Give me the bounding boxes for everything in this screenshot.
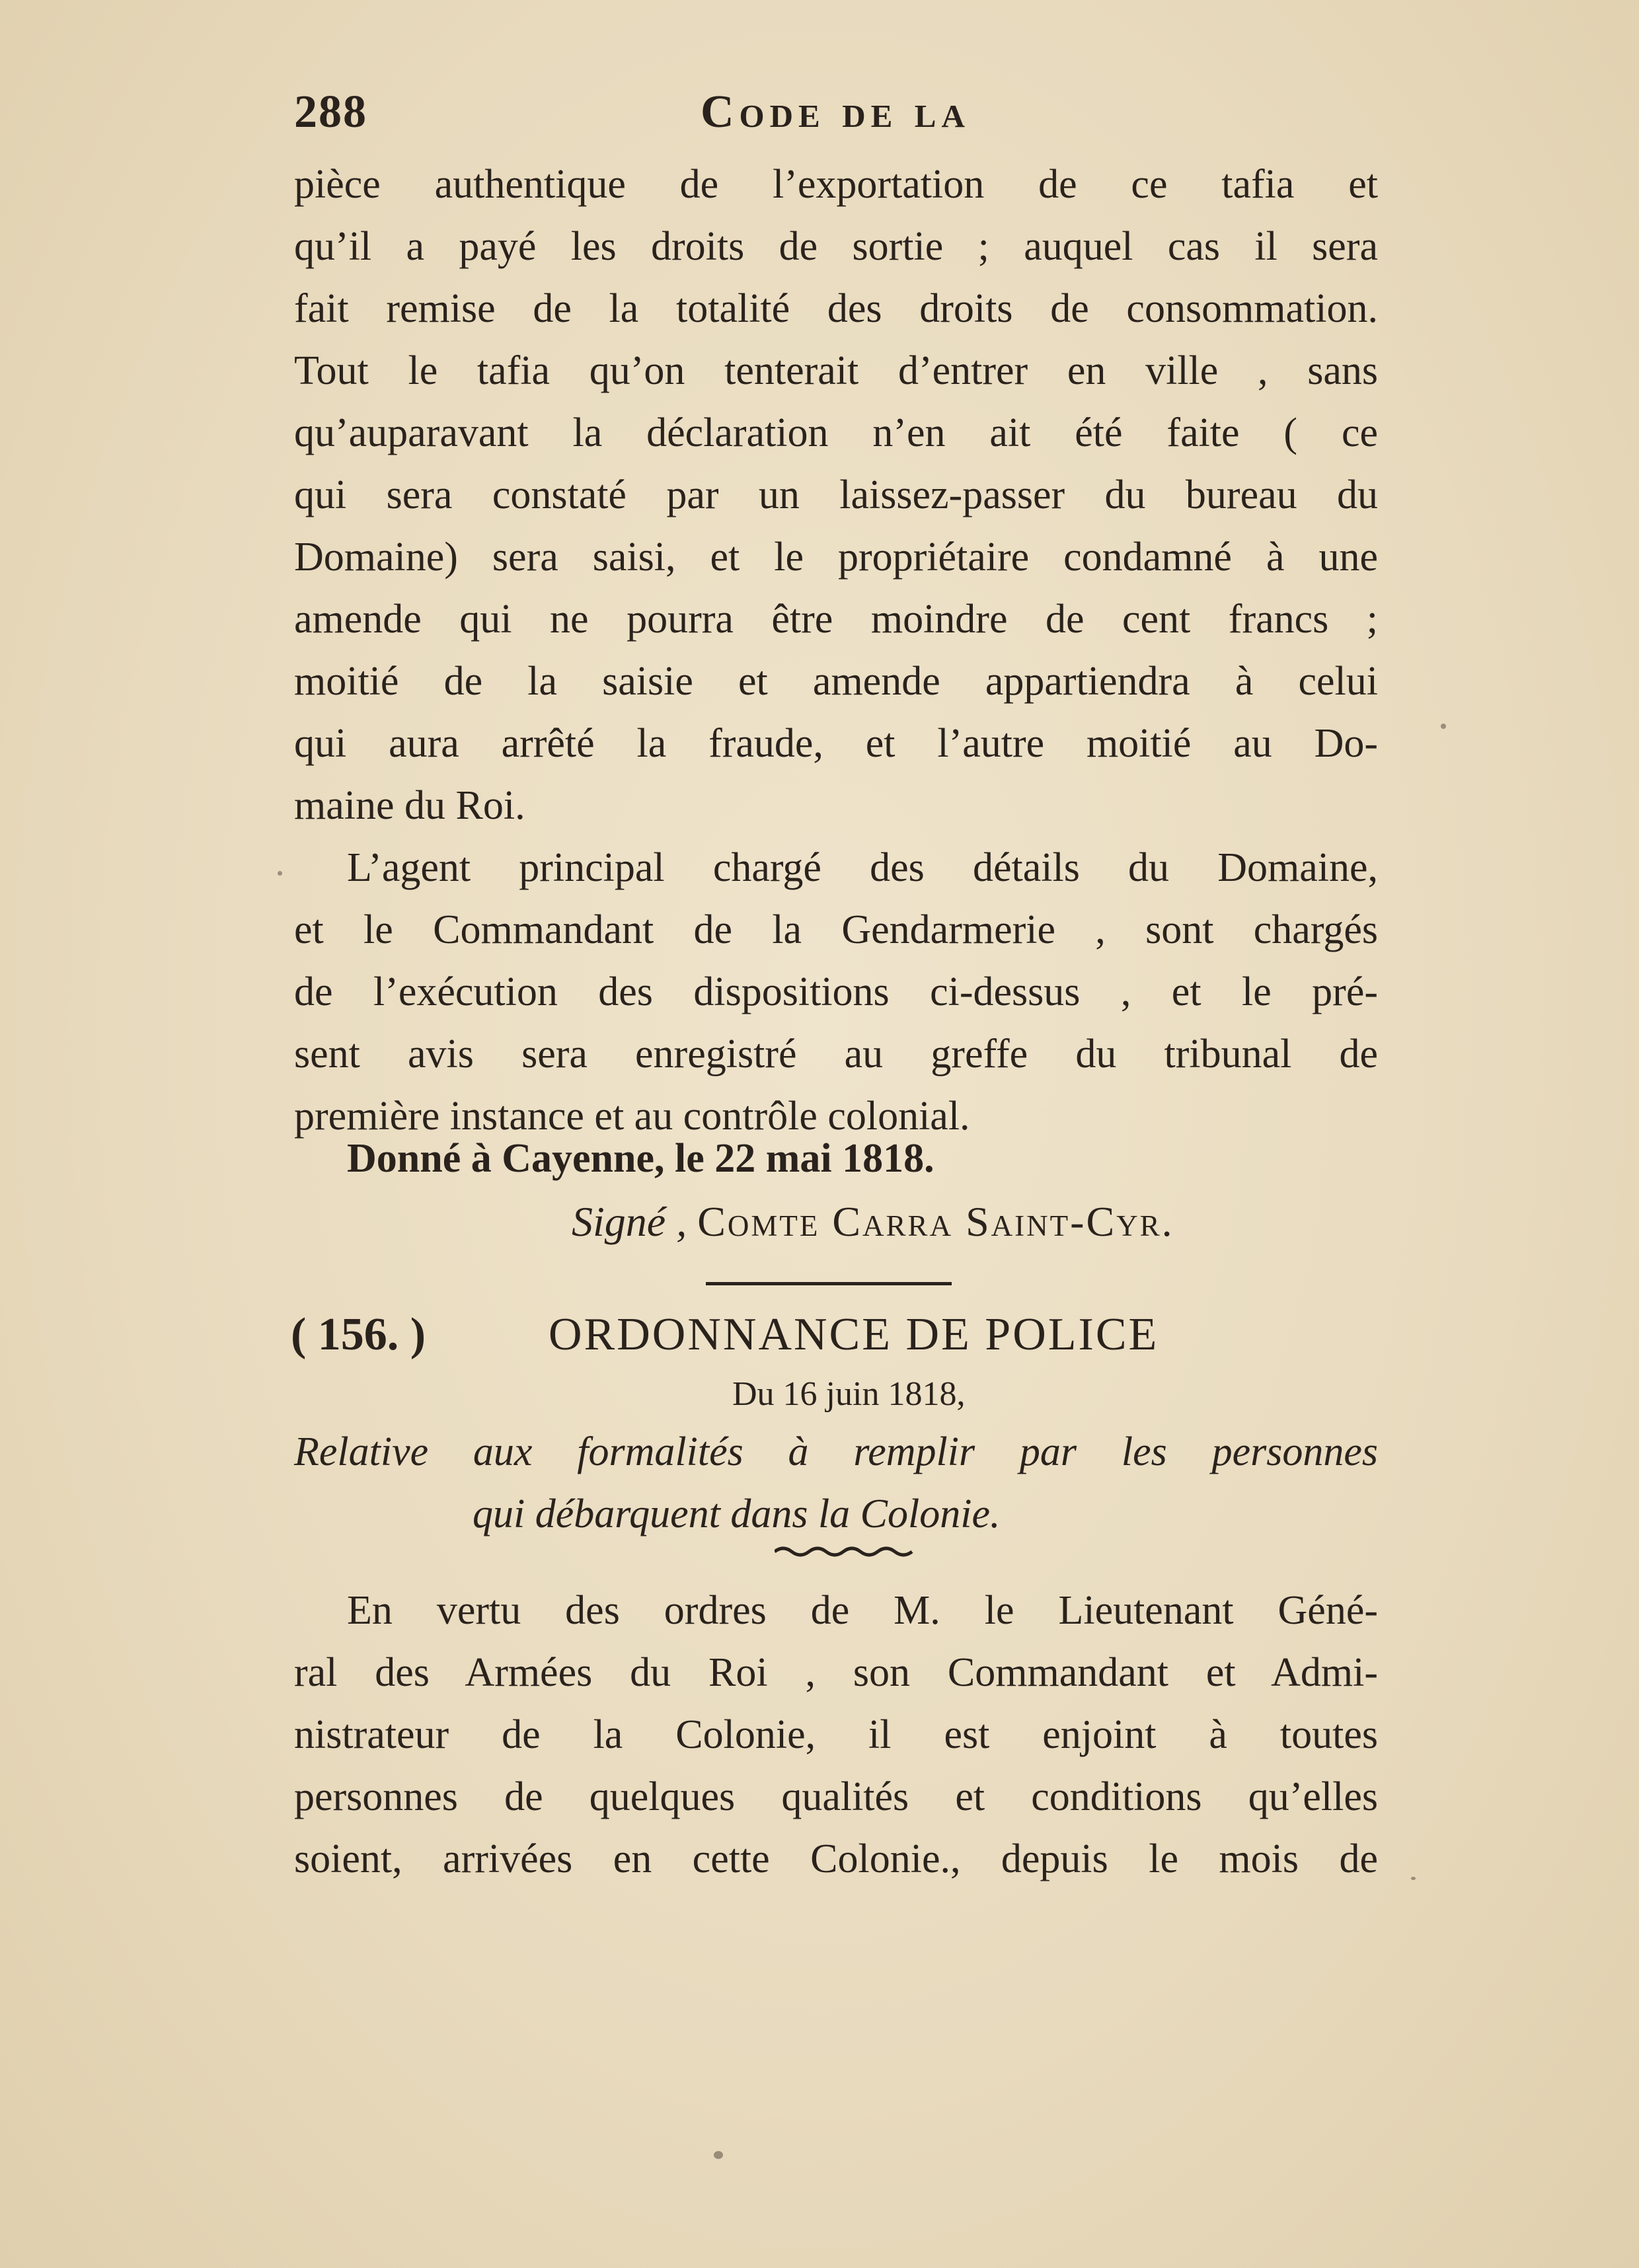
- text-line: fait remise de la totalité des droits de consommation.: [294, 286, 1378, 331]
- signature-name: Comte Carra Saint-Cyr.: [697, 1198, 1174, 1245]
- text-line: maine du Roi.: [294, 783, 525, 828]
- wave-ornament-icon: [775, 1545, 913, 1558]
- ordinance-title: ORDONNANCE DE POLICE: [549, 1309, 1159, 1360]
- text-line: nistrateur de la Colonie, il est enjoint à toutes: [294, 1712, 1378, 1757]
- paragraph-3: [294, 1579, 1378, 1890]
- ordinance-date: Du 16 juin 1818,: [732, 1375, 966, 1413]
- ordinance-number: ( 156. ): [291, 1309, 426, 1360]
- paper-speck: [1411, 1877, 1416, 1880]
- text-line: et le Commandant de la Gendarmerie , sont chargés: [294, 907, 1378, 952]
- signature-signe: Signé ,: [572, 1198, 687, 1245]
- text-line: Domaine) sera saisi, et le propriétaire condamné à une: [294, 535, 1378, 580]
- subject-line-1: Relative aux formalités à remplir par les personnes: [294, 1429, 1378, 1474]
- text-line: personnes de quelques qualités et conditions qu’elles: [294, 1774, 1378, 1819]
- ordinance-subject: [294, 1421, 1378, 1545]
- text-line: qu’auparavant la déclaration n’en ait été faite ( ce: [294, 410, 1378, 455]
- running-head: Code de la: [701, 87, 970, 137]
- text-line: sent avis sera enregistré au greffe du tribunal de: [294, 1032, 1378, 1077]
- text-line: qui aura arrêté la fraude, et l’autre moitié au Do-: [294, 721, 1378, 766]
- page-number: 288: [294, 87, 367, 137]
- text-line: pièce authentique de l’exportation de ce tafia et: [294, 162, 1378, 207]
- ordinance-heading: [291, 1308, 1335, 1361]
- text-line: ral des Armées du Roi , son Commandant et Admi-: [294, 1650, 1378, 1695]
- page-header: [294, 86, 1378, 152]
- text-line: amende qui ne pourra être moindre de cent francs ;: [294, 597, 1378, 642]
- text-line: soient, arrivées en cette Colonie., depuis le mois de: [294, 1836, 1378, 1881]
- signature: [572, 1197, 1174, 1246]
- date-line: Donné à Cayenne, le 22 mai 1818.: [347, 1136, 934, 1181]
- section-rule: [706, 1282, 952, 1285]
- text-line: qu’il a payé les droits de sortie ; auquel cas il sera: [294, 224, 1378, 269]
- text-line: première instance et au contrôle colonial.: [294, 1094, 970, 1139]
- subject-line-2: qui débarquent dans la Colonie.: [473, 1492, 1001, 1536]
- text-line: qui sera constaté par un laissez-passer du bureau du: [294, 472, 1378, 517]
- paper-speck: [714, 2151, 723, 2159]
- paragraph-1-and-2: [294, 153, 1378, 1147]
- text-line: L’agent principal chargé des détails du Domaine,: [347, 845, 1378, 890]
- text-line: Tout le tafia qu’on tenterait d’entrer en ville , sans: [294, 348, 1378, 393]
- paper-speck: [278, 871, 282, 876]
- paper-speck: [1441, 724, 1446, 729]
- text-line: En vertu des ordres de M. le Lieutenant Géné-: [347, 1588, 1378, 1633]
- text-line: moitié de la saisie et amende appartiendra à celui: [294, 659, 1378, 704]
- text-line: de l’exécution des dispositions ci-dessus , et le pré-: [294, 969, 1378, 1014]
